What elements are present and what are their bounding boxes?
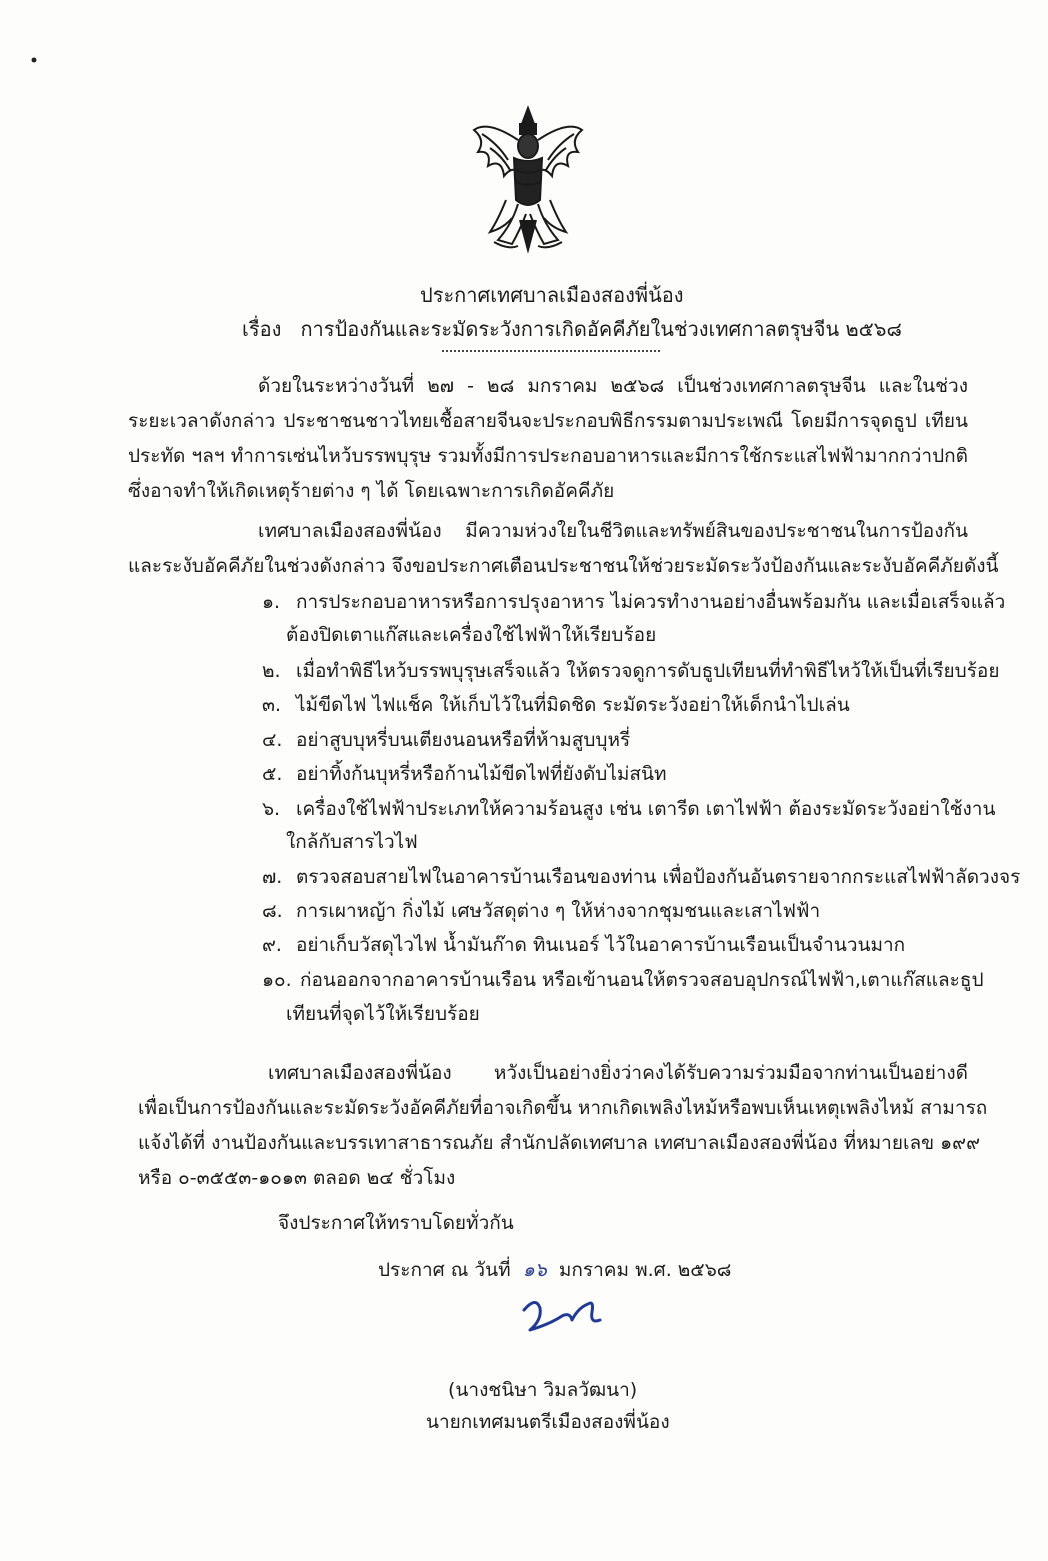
list-item-text: ตรวจสอบสายไฟในอาคารบ้านเรือนของท่าน เพื่อป้องกันอันตรายจากกระแสไฟฟ้าลัดวงจร bbox=[296, 866, 1021, 888]
list-item-text: ไม้ขีดไฟ ไฟแช็ค ให้เก็บไว้ในที่มิดชิด ระมัดระวังอย่าให้เด็กนำไปเล่น bbox=[296, 694, 850, 716]
list-item-number: ๕. bbox=[262, 763, 283, 785]
list-item-number: ๘. bbox=[262, 900, 283, 922]
announcement-date bbox=[378, 1258, 731, 1282]
list-item-text: การประกอบอาหารหรือการปรุงอาหาร ไม่ควรทำงานอย่างอื่นพร้อมกัน และเมื่อเสร็จแล้ว bbox=[296, 591, 1006, 613]
list-item-number: ๑๐. bbox=[262, 969, 292, 991]
organization-heading: ประกาศเทศบาลเมืองสองพี่น้อง bbox=[420, 283, 684, 307]
list-item-text: ใกล้กับสารไวไฟ bbox=[286, 831, 418, 853]
list-item-number: ๑. bbox=[262, 591, 281, 613]
subject-line bbox=[242, 313, 902, 345]
date-suffix: มกราคม พ.ศ. ๒๕๖๘ bbox=[558, 1259, 732, 1281]
closing-line: เทศบาลเมืองสองพี่น้อง หวังเป็นอย่างยิ่งว่าคงได้รับความร่วมมือจากท่านเป็นอย่างดี bbox=[268, 1062, 968, 1084]
intro-line: ด้วยในระหว่างวันที่ ๒๗ - ๒๘ มกราคม ๒๕๖๘ เป็นช่วงเทศกาลตรุษจีน และในช่วง bbox=[258, 375, 968, 397]
list-item-number: ๖. bbox=[262, 798, 281, 820]
heading-divider bbox=[442, 350, 660, 352]
intro-line: ระยะเวลาดังกล่าว ประชาชนชาวไทยเชื้อสายจีนจะประกอบพิธีกรรมตามประเพณี โดยมีการจุดธูป เทียน bbox=[128, 410, 968, 432]
closing-line: แจ้งได้ที่ งานป้องกันและบรรเทาสาธารณภัย สำนักปลัดเทศบาล เทศบาลเมืองสองพี่น้อง ที่หมายเลข ๑๙๙ bbox=[138, 1132, 981, 1154]
concern-line: เทศบาลเมืองสองพี่น้อง มีความห่วงใยในชีวิตและทรัพย์สินของประชาชนในการป้องกัน bbox=[258, 520, 968, 542]
intro-line: ประทัด ฯลฯ ทำการเซ่นไหว้บรรพบุรุษ รวมทั้งมีการประกอบอาหารและมีการใช้กระแสไฟฟ้ามากกว่าปกติ bbox=[128, 445, 968, 467]
signer-title: นายกเทศมนตรีเมืองสองพี่น้อง bbox=[426, 1411, 670, 1433]
list-item-text: อย่าเก็บวัสดุไวไฟ น้ำมันก๊าด ทินเนอร์ ไว้ในอาคารบ้านเรือนเป็นจำนวนมาก bbox=[296, 934, 906, 956]
list-item-text: ต้องปิดเตาแก๊สและเครื่องใช้ไฟฟ้าให้เรียบร้อย bbox=[286, 624, 657, 646]
list-item-number: ๗. bbox=[262, 866, 283, 888]
closing-line: หรือ ๐-๓๕๕๓-๑๐๑๓ ตลอด ๒๔ ชั่วโมง bbox=[138, 1167, 456, 1189]
list-item-text: อย่าทิ้งก้นบุหรี่หรือก้านไม้ขีดไฟที่ยังดับไม่สนิท bbox=[296, 763, 667, 785]
subject-label: เรื่อง bbox=[242, 317, 282, 341]
list-item-text: เทียนที่จุดไว้ให้เรียบร้อย bbox=[286, 1003, 480, 1025]
closing-line: เพื่อเป็นการป้องกันและระมัดระวังอัคคีภัยที่อาจเกิดขึ้น หากเกิดเพลิงไหม้หรือพบเห็นเหตุเพลิงไหม้ สามารถ bbox=[138, 1097, 988, 1119]
signer-name: (นางชนิษา วิมลวัฒนา) bbox=[448, 1379, 638, 1401]
list-item-text: เมื่อทำพิธีไหว้บรรพบุรุษเสร็จแล้ว ให้ตรวจดูการดับธูปเทียนที่ทำพิธีไหว้ให้เป็นที่เรียบร้อย bbox=[296, 660, 1000, 682]
subject-text: การป้องกันและระมัดระวังการเกิดอัคคีภัยในช่วงเทศกาลตรุษจีน ๒๕๖๘ bbox=[300, 317, 902, 341]
list-item-number: ๓. bbox=[262, 694, 282, 716]
date-prefix: ประกาศ ณ วันที่ bbox=[378, 1259, 511, 1281]
concern-line: และระงับอัคคีภัยในช่วงดังกล่าว จึงขอประกาศเตือนประชาชนให้ช่วยระมัดระวังป้องกันและระงับอัคคีภัยดังนี้ bbox=[128, 555, 999, 577]
garuda-emblem-icon bbox=[468, 100, 588, 260]
announcement-line: จึงประกาศให้ทราบโดยทั่วกัน bbox=[278, 1212, 514, 1234]
list-item-number: ๒. bbox=[262, 660, 281, 682]
list-item-number: ๔. bbox=[262, 729, 283, 751]
list-item-number: ๙. bbox=[262, 934, 282, 956]
list-item-text: การเผาหญ้า กิ่งไม้ เศษวัสดุต่าง ๆ ให้ห่างจากชุมชนและเสาไฟฟ้า bbox=[296, 900, 821, 922]
signature-icon bbox=[510, 1290, 610, 1340]
list-item-text: ก่อนออกจากอาคารบ้านเรือน หรือเข้านอนให้ตรวจสอบอุปกรณ์ไฟฟ้า,เตาแก๊สและธูป bbox=[300, 969, 984, 991]
intro-line: ซึ่งอาจทำให้เกิดเหตุร้ายต่าง ๆ ได้ โดยเฉพาะการเกิดอัคคีภัย bbox=[128, 480, 615, 502]
list-item-text: อย่าสูบบุหรี่บนเตียงนอนหรือที่ห้ามสูบบุหรี่ bbox=[296, 729, 631, 751]
speck-mark bbox=[30, 56, 38, 64]
list-item-text: เครื่องใช้ไฟฟ้าประเภทให้ความร้อนสูง เช่น เตารีด เตาไฟฟ้า ต้องระมัดระวังอย่าใช้งาน bbox=[296, 798, 996, 820]
date-day-handwritten: ๑๖ bbox=[522, 1259, 547, 1281]
